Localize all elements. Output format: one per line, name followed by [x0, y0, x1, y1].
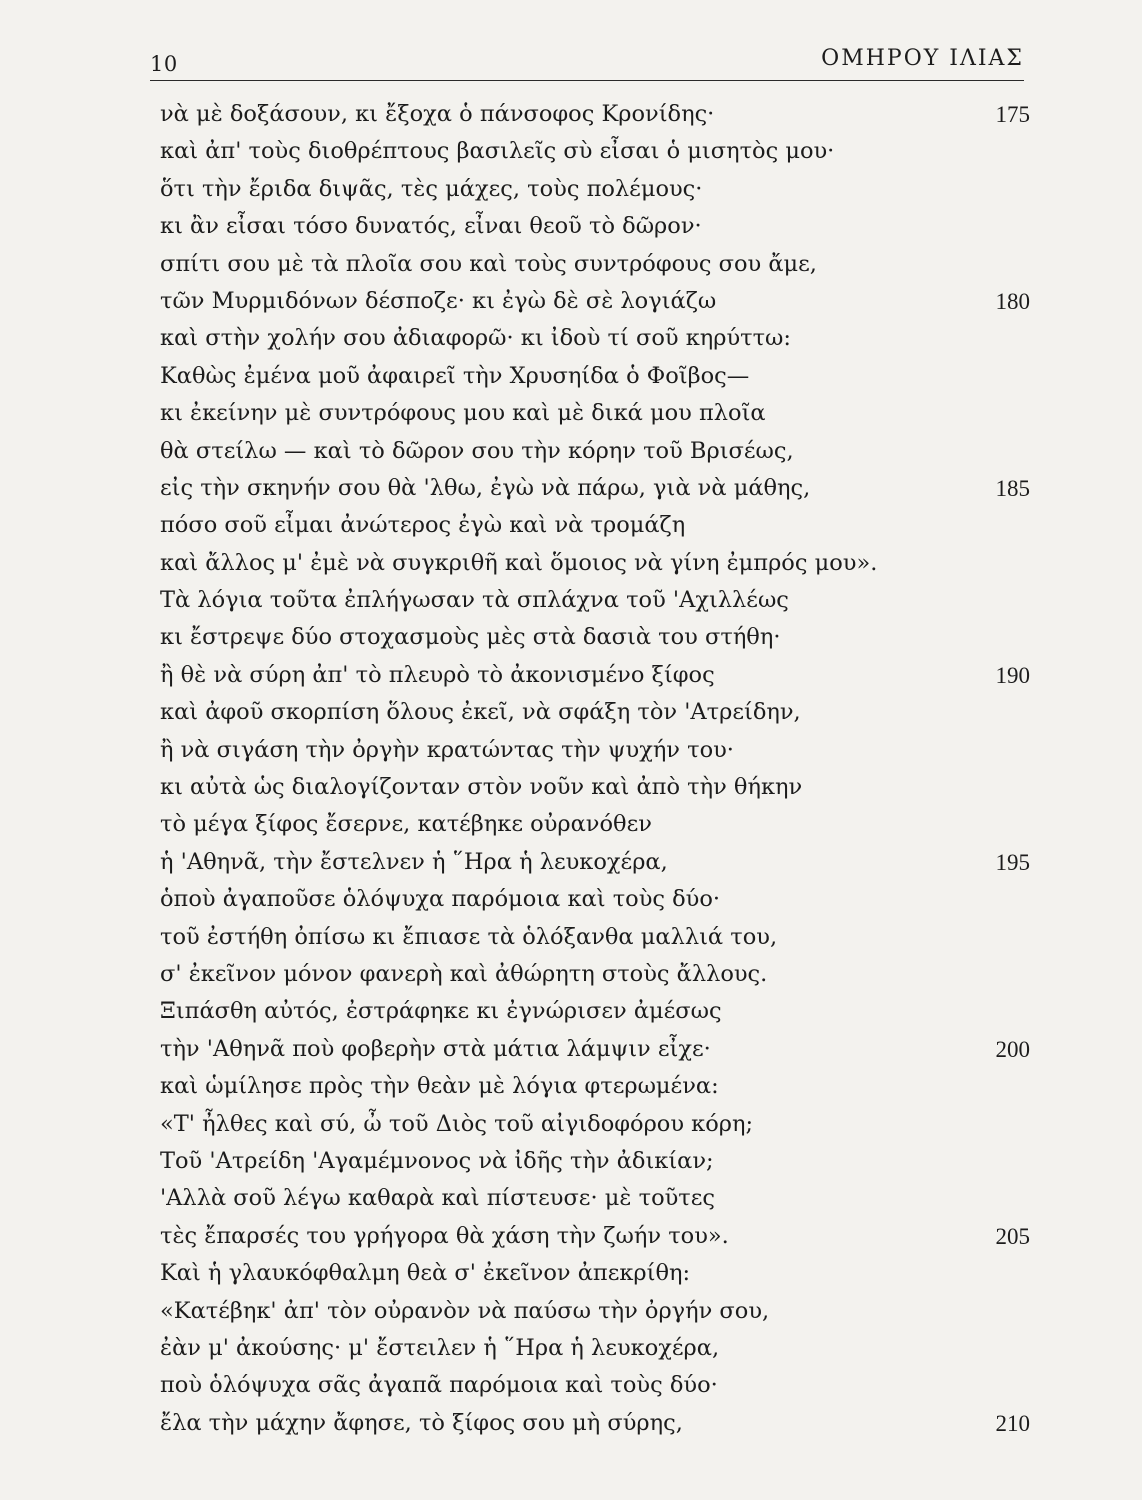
- line-number: 195: [995, 849, 1030, 875]
- verse-line: [160, 694, 1030, 731]
- verse-text: κι ἂν εἶσαι τόσο δυνατός, εἶναι θεοῦ τὸ δῶρον·: [160, 213, 702, 240]
- verse-text: Τὰ λόγια τοῦτα ἐπλήγωσαν τὰ σπλάχνα τοῦ 'Αχιλλέως: [160, 587, 789, 614]
- verse-text: τὴν 'Αθηνᾶ ποὺ φοβερὴν στὰ μάτια λάμψιν εἶχε·: [160, 1035, 711, 1062]
- verse-text: κι ἐκείνην μὲ συντρόφους μου καὶ μὲ δικά μου πλοῖα: [160, 400, 766, 427]
- verse-line: [160, 1405, 1030, 1442]
- verse-text: Καθὼς ἐμένα μοῦ ἀφαιρεῖ τὴν Χρυσηίδα ὁ Φοῖβος—: [160, 362, 750, 389]
- verse-text: καὶ ἀφοῦ σκορπίση ὅλους ἐκεῖ, νὰ σφάξη τὸν 'Ατρείδην,: [160, 699, 801, 726]
- verse-line: [160, 993, 1030, 1030]
- verse-line: [160, 171, 1030, 208]
- verse-text: «Κατέβηκ' ἀπ' τὸν οὐρανὸν νὰ παύσω τὴν ὀργήν σου,: [160, 1297, 770, 1324]
- verse-line: [160, 507, 1030, 544]
- verse-text: τοῦ ἐστήθη ὀπίσω κι ἔπιασε τὰ ὁλόξανθα μαλλιά του,: [160, 923, 778, 950]
- verse-line: [160, 881, 1030, 918]
- verse-line: [160, 769, 1030, 806]
- verse-line: [160, 1180, 1030, 1217]
- verse-line: [160, 1106, 1030, 1143]
- verse-line: [160, 1031, 1030, 1068]
- verse-line: [160, 806, 1030, 843]
- verse-line: [160, 619, 1030, 656]
- verse-line: [160, 1218, 1030, 1255]
- verse-text: 'Αλλὰ σοῦ λέγω καθαρὰ καὶ πίστευσε· μὲ τοῦτες: [160, 1185, 715, 1212]
- verse-line: [160, 919, 1030, 956]
- verse-text: ὅτι τὴν ἔριδα διψᾶς, τὲς μάχες, τοὺς πολέμους·: [160, 175, 703, 202]
- verse-line: [160, 246, 1030, 283]
- verse-text: Καὶ ἡ γλαυκόφθαλμη θεὰ σ' ἐκεῖνον ἀπεκρίθη:: [160, 1260, 691, 1287]
- verse-text: καὶ ἀπ' τοὺς διοθρέπτους βασιλεῖς σὺ εἶσαι ὁ μισητὸς μου·: [160, 138, 835, 165]
- verse-text: ἔλα τὴν μάχην ἄφησε, τὸ ξίφος σου μὴ σύρης,: [160, 1409, 683, 1436]
- verse-text: Ξιπάσθη αὐτός, ἐστράφηκε κι ἐγνώρισεν ἀμέσως: [160, 998, 722, 1025]
- verse-line: [160, 358, 1030, 395]
- line-number: 180: [995, 288, 1030, 314]
- verse-line: [160, 470, 1030, 507]
- line-number: 200: [995, 1036, 1030, 1062]
- verse-line: [160, 433, 1030, 470]
- verse-line: [160, 133, 1030, 170]
- verse-text: καὶ ἄλλος μ' ἐμὲ νὰ συγκριθῆ καὶ ὅμοιος νὰ γίνη ἐμπρός μου».: [160, 549, 878, 576]
- verse-text: νὰ μὲ δοξάσουν, κι ἔξοχα ὁ πάνσοφος Κρονίδης·: [160, 101, 715, 127]
- page-number: 10: [150, 52, 178, 76]
- verse-text: ἐὰν μ' ἀκούσης· μ' ἔστειλεν ἡ ῞Ηρα ἡ λευκοχέρα,: [160, 1334, 720, 1361]
- verse-text: σ' ἐκεῖνον μόνον φανερὴ καὶ ἀθώρητη στοὺς ἄλλους.: [160, 960, 768, 987]
- verse-line: [160, 395, 1030, 432]
- verse-text: τὸ μέγα ξίφος ἔσερνε, κατέβηκε οὐρανόθεν: [160, 811, 652, 838]
- verse-line: [160, 1293, 1030, 1330]
- verse-text: τῶν Μυρμιδόνων δέσποζε· κι ἐγὼ δὲ σὲ λογιάζω: [160, 287, 717, 314]
- line-number: 185: [995, 475, 1030, 501]
- verse-text: σπίτι σου μὲ τὰ πλοῖα σου καὶ τοὺς συντρόφους σου ἄμε,: [160, 250, 817, 277]
- verse-text: πόσο σοῦ εἶμαι ἀνώτερος ἐγὼ καὶ νὰ τρομάζη: [160, 512, 686, 539]
- verse-text: ἡ 'Αθηνᾶ, τὴν ἔστελνεν ἡ ῞Ηρα ἡ λευκοχέρα,: [160, 848, 668, 875]
- header-rule: [150, 80, 1024, 81]
- verse-line: [160, 1367, 1030, 1404]
- line-number: 190: [995, 662, 1030, 688]
- verse-text: καὶ στὴν χολήν σου ἀδιαφορῶ· κι ἰδοὺ τί σοῦ κηρύττω:: [160, 325, 791, 352]
- verse-line: [160, 1068, 1030, 1105]
- verse-line: [160, 1330, 1030, 1367]
- verse-text: κι αὐτὰ ὡς διαλογίζονταν στὸν νοῦν καὶ ἀπὸ τὴν θήκην: [160, 774, 803, 801]
- verse-text: ἢ θὲ νὰ σύρη ἀπ' τὸ πλευρὸ τὸ ἀκονισμένο ξίφος: [160, 661, 715, 688]
- verse-line: [160, 956, 1030, 993]
- verse-text: ὁποὺ ἀγαποῦσε ὁλόψυχα παρόμοια καὶ τοὺς δύο·: [160, 886, 721, 913]
- verse-line: [160, 320, 1030, 357]
- verse-text: ἢ νὰ σιγάση τὴν ὀργὴν κρατώντας τὴν ψυχήν του·: [160, 736, 734, 763]
- verse-text: κι ἔστρεψε δύο στοχασμοὺς μὲς στὰ δασιὰ του στήθη·: [160, 624, 781, 651]
- verse-line: [160, 732, 1030, 769]
- verse-line: [160, 1143, 1030, 1180]
- line-number: 205: [995, 1223, 1030, 1249]
- verse-text: Τοῦ 'Ατρείδη 'Αγαμέμνονος νὰ ἰδῆς τὴν ἀδικίαν;: [160, 1147, 714, 1174]
- verse-text: ποὺ ὁλόψυχα σᾶς ἀγαπᾶ παρόμοια καὶ τοὺς δύο·: [160, 1372, 718, 1399]
- verse-line: [160, 582, 1030, 619]
- verse-line: [160, 208, 1030, 245]
- verse-line: [160, 96, 1030, 133]
- verse-line: [160, 844, 1030, 881]
- verse-block: [160, 96, 1030, 1442]
- verse-text: τὲς ἔπαρσές του γρήγορα θὰ χάση τὴν ζωήν του».: [160, 1222, 729, 1249]
- verse-text: εἰς τὴν σκηνήν σου θὰ 'λθω, ἐγὼ νὰ πάρω, γιὰ νὰ μάθης,: [160, 474, 811, 501]
- verse-line: [160, 283, 1030, 320]
- verse-line: [160, 657, 1030, 694]
- verse-line: [160, 1255, 1030, 1292]
- verse-line: [160, 545, 1030, 582]
- verse-text: καὶ ὡμίλησε πρὸς τὴν θεὰν μὲ λόγια φτερωμένα:: [160, 1073, 719, 1100]
- line-number: 175: [995, 102, 1030, 127]
- running-title: ΟΜΗΡΟΥ ΙΛΙΑΣ: [821, 46, 1024, 71]
- verse-text: «Τ' ἦλθες καὶ σύ, ὦ τοῦ Διὸς τοῦ αἰγιδοφόρου κόρη;: [160, 1110, 754, 1137]
- verse-text: θὰ στείλω — καὶ τὸ δῶρον σου τὴν κόρην τοῦ Βρισέως,: [160, 437, 794, 464]
- line-number: 210: [995, 1410, 1030, 1436]
